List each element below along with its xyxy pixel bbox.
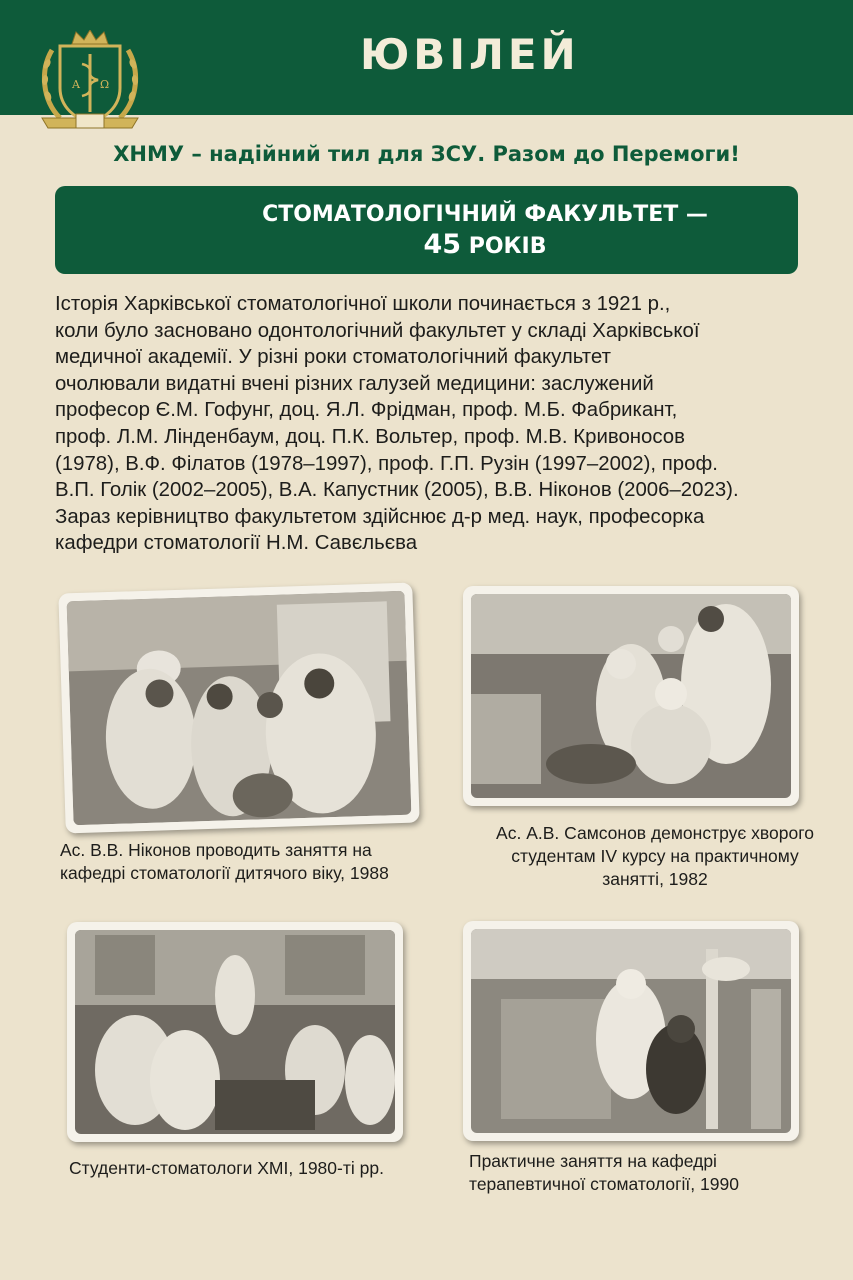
intro-paragraph bbox=[55, 291, 815, 557]
photo-image bbox=[471, 594, 791, 798]
caption-line: Практичне заняття на кафедрі bbox=[469, 1151, 717, 1171]
intro-line: Історія Харківської стоматологічної школи починається з 1921 р., bbox=[55, 293, 671, 315]
photo-caption bbox=[485, 822, 825, 891]
photo-students-hmi bbox=[67, 922, 403, 1142]
caption-line: студентам IV курсу на практичному bbox=[511, 846, 799, 866]
intro-line: коли було засновано одонтологічний факультет у складі Харківської bbox=[55, 319, 700, 342]
years-number: 45 bbox=[423, 229, 462, 260]
photo-caption bbox=[60, 839, 389, 885]
svg-text:A: A bbox=[72, 78, 80, 91]
section-title-line2 bbox=[235, 230, 735, 262]
caption-line: кафедрі стоматології дитячого віку, 1988 bbox=[60, 863, 389, 883]
intro-line: медичної академії. У різні роки стоматологічний факультет bbox=[55, 346, 611, 369]
intro-line: проф. Л.М. Лінденбаум, доц. П.К. Вольтер, проф. М.В. Кривоносов bbox=[55, 425, 685, 448]
header-title: ЮВІЛЕЙ bbox=[360, 30, 580, 79]
intro-line: Зараз керівництво факультетом здійснює д-р мед. наук, професорка bbox=[55, 505, 705, 528]
photo-caption bbox=[69, 1157, 384, 1180]
intro-line: професор Є.М. Гофунг, доц. Я.Л. Фрідман, проф. М.Б. Фабрикант, bbox=[55, 399, 678, 422]
photo-therapeutic-lesson bbox=[463, 921, 799, 1141]
intro-line: (1978), В.Ф. Філатов (1978–1997), проф. Г.П. Рузін (1997–2002), проф. bbox=[55, 452, 718, 475]
caption-line: Ас. В.В. Ніконов проводить заняття на bbox=[60, 840, 372, 860]
photo-caption bbox=[469, 1150, 739, 1196]
university-crest-icon bbox=[38, 30, 142, 134]
caption-line: Ас. А.В. Самсонов демонструє хворого bbox=[496, 823, 814, 843]
years-word: РОКІВ bbox=[468, 234, 547, 259]
slogan: ХНМУ – надійний тил для ЗСУ. Разом до Перемоги! bbox=[113, 142, 740, 166]
photo-image bbox=[75, 930, 395, 1134]
svg-text:Ω: Ω bbox=[100, 78, 110, 91]
section-heading-box bbox=[55, 186, 798, 274]
photo-nikonov-lesson bbox=[58, 582, 419, 833]
intro-line: очолювали видатні вчені різних галузей медицини: заслужений bbox=[55, 372, 654, 395]
caption-line: Студенти-стоматологи ХМІ, 1980-ті рр. bbox=[69, 1158, 384, 1178]
intro-line: В.П. Голік (2002–2005), В.А. Капустник (2005), В.В. Ніконов (2006–2023). bbox=[55, 479, 739, 502]
caption-line: занятті, 1982 bbox=[602, 869, 708, 889]
section-title-line1: СТОМАТОЛОГІЧНИЙ ФАКУЛЬТЕТ — bbox=[262, 202, 708, 227]
photo-image bbox=[67, 591, 412, 826]
photo-image bbox=[471, 929, 791, 1133]
caption-line: терапевтичної стоматології, 1990 bbox=[469, 1174, 739, 1194]
section-title bbox=[235, 200, 735, 262]
intro-line: кафедри стоматології Н.М. Савєльєва bbox=[55, 532, 418, 555]
photo-samsonov-demo bbox=[463, 586, 799, 806]
